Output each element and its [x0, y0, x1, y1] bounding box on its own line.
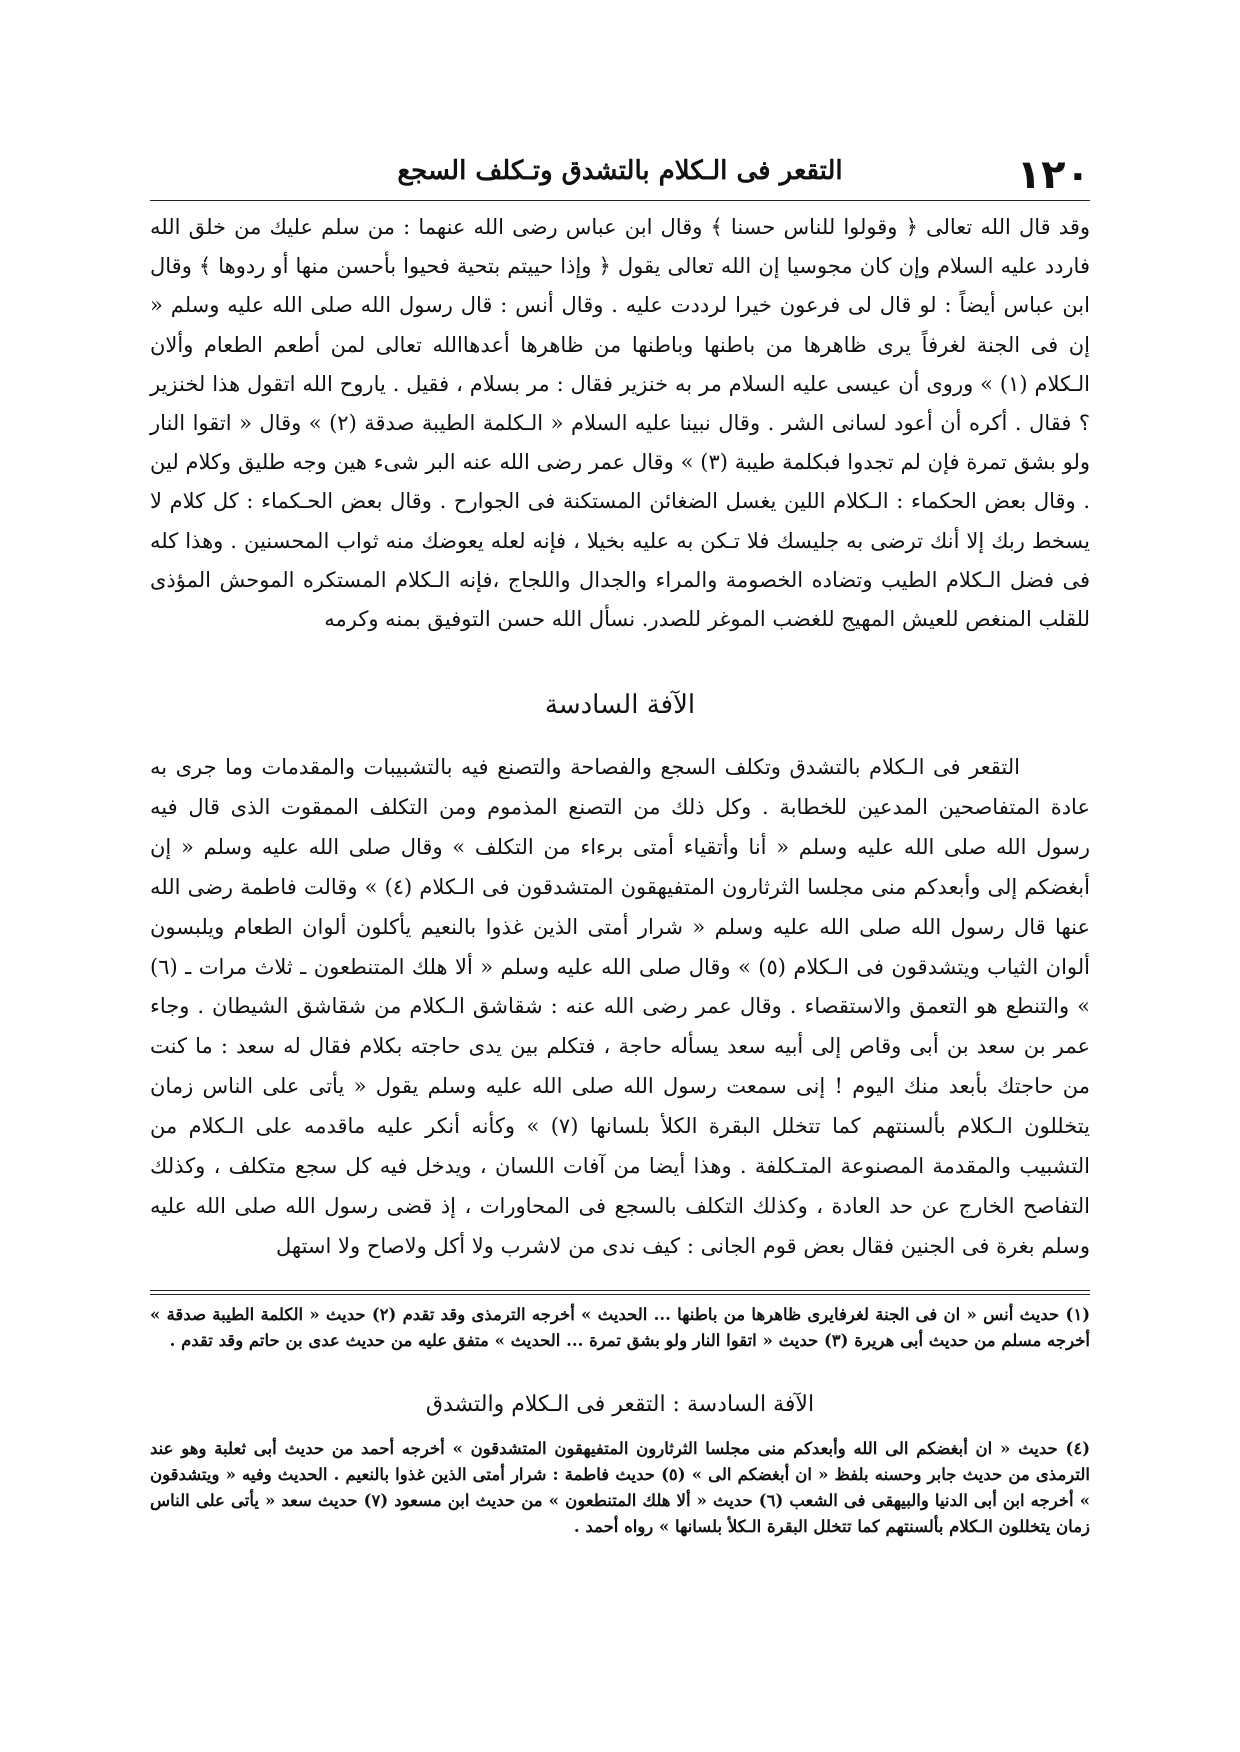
footnote-paragraph: (١) حديث أنس « ان فى الجنة لغرفايرى ظاهرها من باطنها ... الحديث » أخرجه الترمذى وقد تقدم (٢) حديث « الكلمة الطيبة صدقة » أخرجه مسلم من حديث أبى هريرة (٣) حديث « اتقوا النار ولو بشق تمرة ... الحديث » متفق عليه من حديث عدى بن حاتم وقد تقدم .	[150, 1305, 1090, 1350]
running-title: التقعر فى الـكلام بالتشدق وتـكلف السجع	[397, 156, 843, 186]
footnote-section-title: الآفة السادسة : التقعر فى الـكلام والتشدق	[425, 1392, 815, 1417]
page-header	[150, 150, 1090, 200]
body-text-block	[150, 208, 1090, 639]
page-number: ١٢٠	[1016, 152, 1090, 198]
footnotes-group-a	[150, 1302, 1090, 1354]
footnote-separator	[150, 1290, 1090, 1295]
main-paragraph: وقد قال الله تعالى ﴿ وقولوا للناس حسنا ﴾ وقال ابن عباس رضى الله عنهما : من سلم عليك من خلق الله فاردد عليه السلام وإن كان مجوسيا إن الله تعالى يقول ﴿ وإذا حييتم بتحية فحيوا بأحسن منها أو ردوها ﴾ وقال ابن عباس أيضاً : لو قال لى فرعون خيرا لرددت عليه . وقال أنس : قال رسول الله صلى الله عليه وسلم « إن فى الجنة لغرفاً يرى ظاهرها من باطنها وباطنها من ظاهرها أعدهاالله تعالى لمن أطعم الطعام وألان الـكلام (١) » وروى أن عيسى عليه السلام مر به خنزير فقال : مر بسلام ، فقيل . ياروح الله اتقول هذا لخنزير ؟ فقال . أكره أن أعود لسانى الشر . وقال نبينا عليه السلام « الـكلمة الطيبة صدقة (٢) » وقال « اتقوا النار ولو بشق تمرة فإن لم تجدوا فبكلمة طيبة (٣) » وقال عمر رضى الله عنه البر شىء هين وجه طليق وكلام لين . وقال بعض الحكماء : الـكلام اللين يغسل الضغائن المستكنة فى الجوارح . وقال بعض الحـكماء : كل كلام لا يسخط ربك إلا أنك ترضى به جليسك فلا تـكن به عليه بخيلا ، فإنه لعله يعوضك منه ثواب المحسنين . وهذا كله فى فضل الـكلام الطيب وتضاده الخصومة والمراء والجدال واللجاج ،فإنه الـكلام المستكره الموحش المؤذى للقلب المنغص للعيش المهيج للغضب الموغر للصدر. نسأل الله حسن التوفيق بمنه وكرمه	[150, 215, 1090, 632]
section-title: الآفة السادسة	[544, 690, 696, 720]
footnote-paragraph: (٤) حديث « ان أبغضكم الى الله وأبعدكم منى مجلسا الثرثارون المتفيهقون المتشدقون » أخرجه أحمد من حديث أبى ثعلبة وهو عند الترمذى من حديث جابر وحسنه بلفظ « ان أبغضكم الى » (٥) حديث فاطمة : شرار أمتى الذين غذوا بالنعيم . الحديث وفيه « ويتشدقون » أخرجه ابن أبى الدنيا والبيهقى فى الشعب (٦) حديث « ألا هلك المتنطعون » من حديث ابن مسعود (٧) حديث سعد « يأتى على الناس زمان يتخللون الـكلام بألسنتهم كما تتخلل البقرة الـكلأ بلسانها » رواه أحمد .	[150, 1439, 1091, 1536]
footnotes-group-b	[150, 1436, 1090, 1540]
header-rule	[150, 200, 1090, 201]
section-text-block	[150, 748, 1090, 1267]
section-paragraph: التقعر فى الـكلام بالتشدق وتكلف السجع والفصاحة والتصنع فيه بالتشبيبات والمقدمات وما جرى به عادة المتفاصحين المدعين للخطابة . وكل ذلك من التصنع المذموم ومن التكلف الممقوت الذى قال فيه رسول الله صلى الله عليه وسلم « أنا وأتقياء أمتى برءاء من التكلف » وقال صلى الله عليه وسلم « إن أبغضكم إلى وأبعدكم منى مجلسا الثرثارون المتفيهقون المتشدقون فى الـكلام (٤) » وقالت فاطمة رضى الله عنها قال رسول الله صلى الله عليه وسلم « شرار أمتى الذين غذوا بالنعيم يأكلون ألوان الطعام ويلبسون ألوان الثياب ويتشدقون فى الـكلام (٥) » وقال صلى الله عليه وسلم « ألا هلك المتنطعون ـ ثلاث مرات ـ (٦) » والتنطع هو التعمق والاستقصاء . وقال عمر رضى الله عنه : شقاشق الـكلام من شقاشق الشيطان . وجاء عمر بن سعد بن أبى وقاص إلى أبيه سعد يسأله حاجة ، فتكلم بين يدى حاجته بكلام فقال له سعد : ما كنت من حاجتك بأبعد منك اليوم ! إنى سمعت رسول الله صلى الله عليه وسلم يقول « يأتى على الناس زمان يتخللون الـكلام بألسنتهم كما تتخلل البقرة الكلأ بلسانها (٧) » وكأنه أنكر عليه ماقدمه على الـكلام من التشبيب والمقدمة المصنوعة المتـكلفة . وهذا أيضا من آفات اللسان ، ويدخل فيه كل سجع متكلف ، وكذلك التفاصح الخارج عن حد العادة ، وكذلك التكلف بالسجع فى المحاورات ، إذ قضى رسول الله صلى الله عليه وسلم بغرة فى الجنين فقال بعض قوم الجانى : كيف ندى من لاشرب ولا أكل ولاصاح ولا استهل	[150, 755, 1090, 1258]
